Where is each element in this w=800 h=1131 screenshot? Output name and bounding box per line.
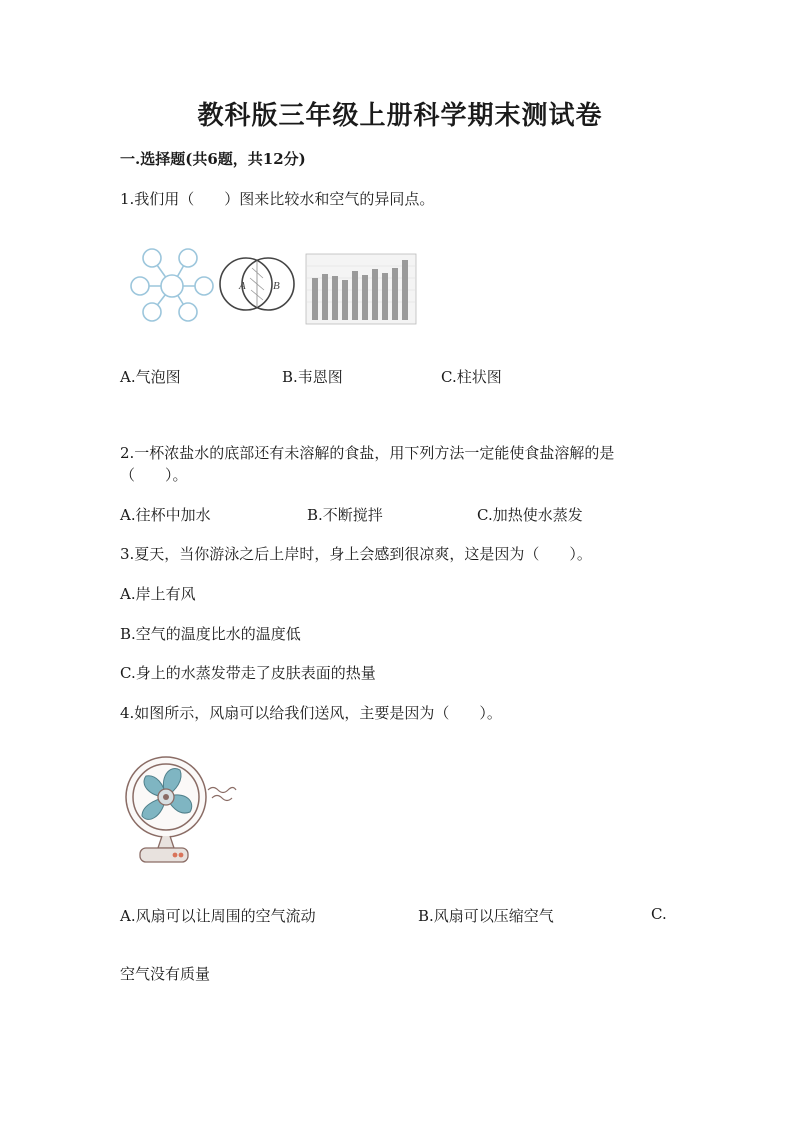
question-2-option-b[interactable]: B.不断搅拌 <box>307 506 383 524</box>
bubble-map-diagram <box>131 249 213 321</box>
question-2-option-c[interactable]: C.加热使水蒸发 <box>477 506 583 524</box>
question-1-figure <box>118 238 418 330</box>
question-3-option-c[interactable]: C.身上的水蒸发带走了皮肤表面的热量 <box>120 664 376 682</box>
question-1-option-c[interactable]: C.柱状图 <box>441 368 502 386</box>
question-1-option-a[interactable]: A.气泡图 <box>120 368 181 386</box>
question-4-option-c-text[interactable]: 空气没有质量 <box>120 965 211 983</box>
question-3-option-b[interactable]: B.空气的温度比水的温度低 <box>120 625 301 643</box>
page-title: 教科版三年级上册科学期末测试卷 <box>197 101 603 131</box>
electric-fan-icon <box>118 752 243 867</box>
section-heading: 一.选择题(共6题，共12分) <box>120 150 306 168</box>
question-1-option-b[interactable]: B.韦恩图 <box>282 368 343 386</box>
question-2-option-a[interactable]: A.往杯中加水 <box>120 506 211 524</box>
question-4-option-c[interactable]: C. <box>651 905 667 923</box>
column-chart-diagram <box>306 254 416 324</box>
question-1-stem: 1.我们用（ ）图来比较水和空气的异同点。 <box>120 190 435 208</box>
venn-label-b: B <box>273 280 280 292</box>
question-3-stem: 3.夏天，当你游泳之后上岸时，身上会感到很凉爽，这是因为（ ）。 <box>120 545 592 563</box>
question-2-stem-line-2: （ ）。 <box>120 466 188 484</box>
question-4-option-a[interactable]: A.风扇可以让周围的空气流动 <box>120 907 316 925</box>
question-2-stem-line-1: 2.一杯浓盐水的底部还有未溶解的食盐，用下列方法一定能使食盐溶解的是 <box>120 444 615 462</box>
venn-label-a: A <box>239 280 246 292</box>
question-4-stem: 4.如图所示，风扇可以给我们送风，主要是因为（ ）。 <box>120 704 502 722</box>
question-4-option-b[interactable]: B.风扇可以压缩空气 <box>418 907 554 925</box>
question-3-option-a[interactable]: A.岸上有风 <box>120 585 196 603</box>
venn-diagram <box>220 258 294 310</box>
